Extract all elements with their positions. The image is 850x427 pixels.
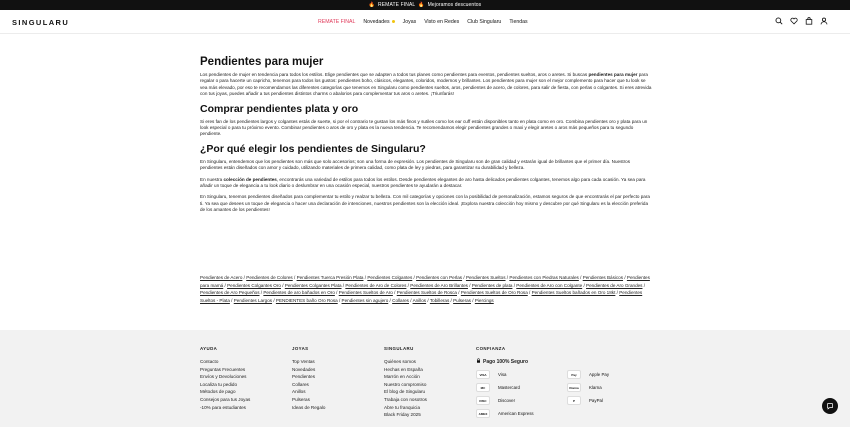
secure-payment: [476, 358, 528, 365]
link-separator: /: [259, 290, 264, 296]
footer-link[interactable]: Top Ventas: [292, 359, 315, 364]
nav-club-singularu[interactable]: Club Singularu: [467, 19, 502, 25]
intro-paragraph: [200, 72, 652, 98]
footer-col-confianza: [476, 346, 528, 372]
footer-heading: JOYAS: [292, 346, 309, 351]
bold-text: pendientes para mujer: [588, 72, 638, 77]
payment-label: American Express: [498, 411, 534, 416]
link-separator: /: [642, 282, 646, 288]
footer-link[interactable]: Collares: [292, 381, 309, 387]
link-separator: /: [223, 282, 228, 288]
announcement-text: REMATE FINAL: [378, 2, 416, 8]
payment-method: [567, 370, 609, 379]
nav-remate-final[interactable]: REMATE FINAL: [318, 19, 356, 25]
category-link[interactable]: Pendientes de Aro de Colores: [345, 282, 407, 288]
announcement-text-2: Mejoramos descuentos: [427, 2, 482, 8]
search-icon[interactable]: [775, 17, 783, 25]
category-link[interactable]: Pendientes de aro bañados en Oro: [263, 290, 335, 296]
link-separator: /: [512, 282, 517, 288]
footer-col-joyas: [292, 346, 325, 411]
seo-content: [200, 56, 652, 219]
footer-link[interactable]: Marrón en Acción: [384, 374, 420, 380]
link-separator: /: [242, 275, 247, 280]
section-heading: Comprar pendientes plata y oro: [200, 102, 359, 115]
payment-logo-icon: Pay: [567, 370, 581, 379]
link-separator: /: [457, 290, 461, 296]
link-separator: /: [363, 275, 368, 280]
footer-link[interactable]: Nuestro compromiso: [384, 381, 427, 387]
header-icons: [775, 17, 828, 25]
category-link[interactable]: Pendientes con Perlas: [416, 275, 463, 280]
footer-link[interactable]: Quiénes somos: [384, 359, 416, 364]
payment-label: Visa: [498, 372, 507, 377]
footer-link[interactable]: Preguntas Frecuentes: [200, 366, 246, 372]
category-link[interactable]: Pendientes sin agujero: [341, 297, 389, 303]
site-logo[interactable]: SINGULARU: [12, 18, 70, 27]
paragraph: En Singularu, entendemos que los pendientes son más que solo accesorios; son una forma de expresión. Los pendientes de Singularu son de gran calidad y estarán igual de brillantes que el primer día. Nuestros pendientes están diseñados con amor y cuidado, utilizando materiales de primera calidad, como plata de ley y piedras, para garantizar su durabilidad y belleza.: [200, 158, 631, 171]
link-separator: /: [392, 290, 397, 296]
category-link[interactable]: Pendientes de Aro con Colgante: [516, 282, 583, 288]
category-link[interactable]: Pendientes de Colores: [246, 275, 293, 280]
category-link[interactable]: Collares: [392, 297, 409, 303]
chat-button[interactable]: [822, 398, 838, 414]
category-link[interactable]: Tobilleras: [429, 297, 450, 303]
lock-icon: [476, 358, 481, 365]
category-link[interactable]: Pendientes de plata: [471, 282, 513, 288]
payment-label: Klarna: [589, 385, 602, 390]
page-title: Pendientes para mujer: [200, 56, 324, 68]
footer-link[interactable]: Trabaja con nosotros: [384, 396, 427, 402]
payment-method: [476, 396, 515, 405]
category-link[interactable]: Pendientes Tuerca Presión Plata: [296, 275, 364, 280]
secure-label: Pago 100% Seguro: [483, 358, 529, 365]
payment-logo-icon: MC: [476, 383, 490, 392]
section-heading: ¿Por qué elegir los pendientes de Singularu?: [200, 142, 426, 155]
text: En nuestra: [200, 176, 224, 182]
link-separator: /: [582, 282, 587, 288]
payment-method: [476, 383, 520, 392]
category-link[interactable]: Pendientes Colgantes: [367, 275, 413, 280]
category-link[interactable]: Pulseras: [453, 297, 471, 303]
site-header: [0, 10, 850, 34]
link-separator: /: [462, 275, 466, 280]
footer-link[interactable]: Pendientes: [292, 374, 315, 380]
link-separator: /: [449, 297, 454, 303]
nav-visto-en-redes[interactable]: Visto en Redes: [424, 19, 460, 25]
link-separator: /: [527, 290, 532, 296]
payment-logo-icon: DISC: [476, 396, 490, 405]
main-nav: [318, 19, 528, 25]
link-separator: /: [388, 297, 393, 303]
link-separator: /: [505, 275, 510, 280]
site-footer: [0, 330, 850, 427]
link-separator: /: [334, 290, 339, 296]
link-separator: /: [615, 290, 620, 296]
nav-joyas[interactable]: Joyas: [402, 19, 417, 25]
footer-link[interactable]: Consejos para tus Joyas: [200, 396, 251, 402]
category-link[interactable]: Pendientes Básicos: [582, 275, 624, 280]
link-separator: /: [229, 297, 234, 303]
category-link[interactable]: Pendientes para mamá: [200, 275, 650, 288]
footer-link[interactable]: Contacto: [200, 359, 219, 364]
footer-link[interactable]: Novedades: [292, 366, 316, 372]
category-link[interactable]: Pendientes Sueltos de Oro Rosa: [460, 290, 528, 296]
category-link[interactable]: Pendientes con Piedras Naturales: [509, 275, 579, 280]
footer-link[interactable]: Black Friday 2025: [384, 412, 421, 418]
link-separator: /: [272, 297, 276, 303]
category-link[interactable]: Pendientes Colgantes Plata: [284, 282, 342, 288]
link-separator: /: [408, 297, 413, 303]
link-separator: /: [426, 297, 430, 303]
footer-link[interactable]: -10% para estudiantes: [200, 404, 246, 410]
payment-label: Mastercard: [498, 385, 520, 390]
category-link[interactable]: Pendientes Sueltos - Plata: [200, 290, 643, 303]
chat-icon: [826, 397, 834, 415]
link-separator: /: [280, 282, 285, 288]
category-link[interactable]: Pendientes de Aro Pequeños: [200, 290, 260, 296]
payment-method: [476, 370, 506, 379]
paragraph: Si eres fan de los pendientes largos y colgantes estás de suerte, si por el contrario te gustan los más finos y sutiles como los ear cuff están disponibles tanto en plata como en oro. Combina pendientes oro y plata para un look especial o para tu próximo evento. Combinar pendientes o aros de oro y plata es la nueva tendencia. Te recomendamos elegir pendientes grandes o maxi y elegir aretes o aros más pequeños para tu segundo pendiente.: [200, 118, 648, 137]
payment-logo-icon: VISA: [476, 370, 490, 379]
category-links: [200, 274, 652, 304]
category-link[interactable]: Pendientes Sueltos bañados en Oro 18kt: [531, 290, 616, 296]
text: para regalar o para hacerte un capricho, tenemos para todos los gustos: pendientes boho, clásicos, elegantes, coloridos, modernos y brillantes. Los pendientes para mujer son el mejor complemento para hacer que tu look se vea más elevado, por eso te recomendamos las diferentes categorías que tenemos en Singularu como pendientes sueltos, aros, pendientes de acero, de colores, para salir de fiesta, con perlas o colgantes. Si eres atrevida con tus joyas, puedes añadir a tus pendientes distintos charms o abalorios para complementar tus aros o aretes. ¡Triunfarás!: [200, 72, 652, 97]
payment-logo-icon: AMEX: [476, 409, 490, 418]
category-link[interactable]: Pendientes Sueltos de Rosca: [396, 290, 457, 296]
bold-text: colección de pendientes: [223, 176, 277, 182]
footer-heading: CONFIANZA: [476, 346, 506, 351]
link-separator: /: [623, 275, 627, 280]
new-dot-icon: [392, 20, 395, 23]
footer-link[interactable]: Métodos de pago: [200, 389, 236, 395]
nav-tiendas[interactable]: Tiendas: [509, 19, 528, 25]
footer-link[interactable]: Abre tu franquicia: [384, 404, 421, 410]
user-icon[interactable]: [820, 17, 828, 25]
footer-col-ayuda: [200, 346, 250, 411]
link-separator: /: [341, 282, 346, 288]
footer-heading: AYUDA: [200, 346, 218, 351]
link-separator: /: [292, 275, 297, 280]
link-separator: /: [467, 282, 472, 288]
link-separator: /: [412, 275, 417, 280]
link-separator: /: [470, 297, 475, 303]
flame-icon: 🔥: [368, 2, 376, 8]
footer-link[interactable]: Hechas en España: [384, 366, 423, 372]
footer-link[interactable]: Envíos y Devoluciones: [200, 374, 247, 380]
payment-logo-icon: P: [567, 396, 581, 405]
payment-logo-icon: Klarna: [567, 383, 581, 392]
category-link[interactable]: Pendientes Colgantes Oro: [227, 282, 281, 288]
footer-link[interactable]: Pulseras: [292, 396, 310, 402]
announcement-bar: [0, 0, 850, 10]
category-link[interactable]: Anillos: [412, 297, 427, 303]
link-separator: /: [337, 297, 342, 303]
category-link[interactable]: Pendientes de Acero: [200, 275, 243, 280]
category-link[interactable]: Pendientes Sueltos de Aro: [338, 290, 393, 296]
heart-icon[interactable]: [790, 17, 798, 25]
category-link[interactable]: Pendientes de Aro Grandes: [586, 282, 643, 288]
text: , encontrarás una variedad de estilos para todos los estilos. Desde pendientes elegantes de aro hasta delicados pendientes colgantes, tenemos algo para cada ocasión. Ya sea para añadir un toque de elegancia a tu look diario o deslumbrar en una ocasión especial, nuestros pendientes te ayudarán a destacar.: [200, 176, 646, 189]
payment-label: Discover: [498, 398, 516, 403]
flame-icon: 🔥: [418, 2, 425, 8]
category-link[interactable]: Pendientes Largos: [233, 297, 273, 303]
text: Los pendientes de mujer en tendencia para todos los estilos. Elige pendientes que se adapten a todos tus planes como pendientes para eventos, pendientes sueltos, aros o aretes. Si buscas: [200, 72, 589, 77]
bag-icon[interactable]: [805, 17, 813, 25]
footer-link[interactable]: Ideas de Regalo: [292, 404, 326, 410]
payment-label: PayPal: [589, 398, 603, 403]
payment-method: [567, 396, 603, 405]
payment-method: [567, 383, 602, 392]
footer-col-singularu: [384, 346, 427, 419]
link-separator: /: [406, 282, 411, 288]
category-link[interactable]: Pendientes Sueltos: [465, 275, 506, 280]
payment-method: [476, 409, 534, 418]
nav-novedades[interactable]: [363, 19, 394, 25]
link-separator: /: [578, 275, 583, 280]
payment-label: Apple Pay: [589, 372, 610, 377]
footer-link[interactable]: Localiza tu pedido: [200, 381, 238, 387]
footer-heading: SINGULARU: [384, 346, 414, 351]
paragraph: En Singularu, tenemos pendientes diseñados para complementar tu estilo y realzar tu belleza. Con mil categorías y opciones con la posibilidad de personalización, estamos seguros de que encontrarás el par perfecto para ti. Ya sea que desees un toque de elegancia o hacer una declaración de intenciones, nuestros pendientes son la elección ideal. ¡Explora nuestra colección hoy mismo y descubre por qué Singularu es la elección preferida de los amantes de los pendientes!: [200, 194, 650, 213]
paragraph: [200, 177, 652, 190]
category-link[interactable]: Pendientes de Aro Brillantes: [410, 282, 468, 288]
category-link[interactable]: Piercings: [474, 297, 494, 303]
category-link[interactable]: PENDIENTES baño Oro Rosa: [275, 297, 338, 303]
footer-link[interactable]: Anillos: [292, 389, 306, 395]
nav-novedades-label: Novedades: [363, 19, 390, 25]
footer-link[interactable]: El blog de Singularu: [384, 389, 426, 395]
